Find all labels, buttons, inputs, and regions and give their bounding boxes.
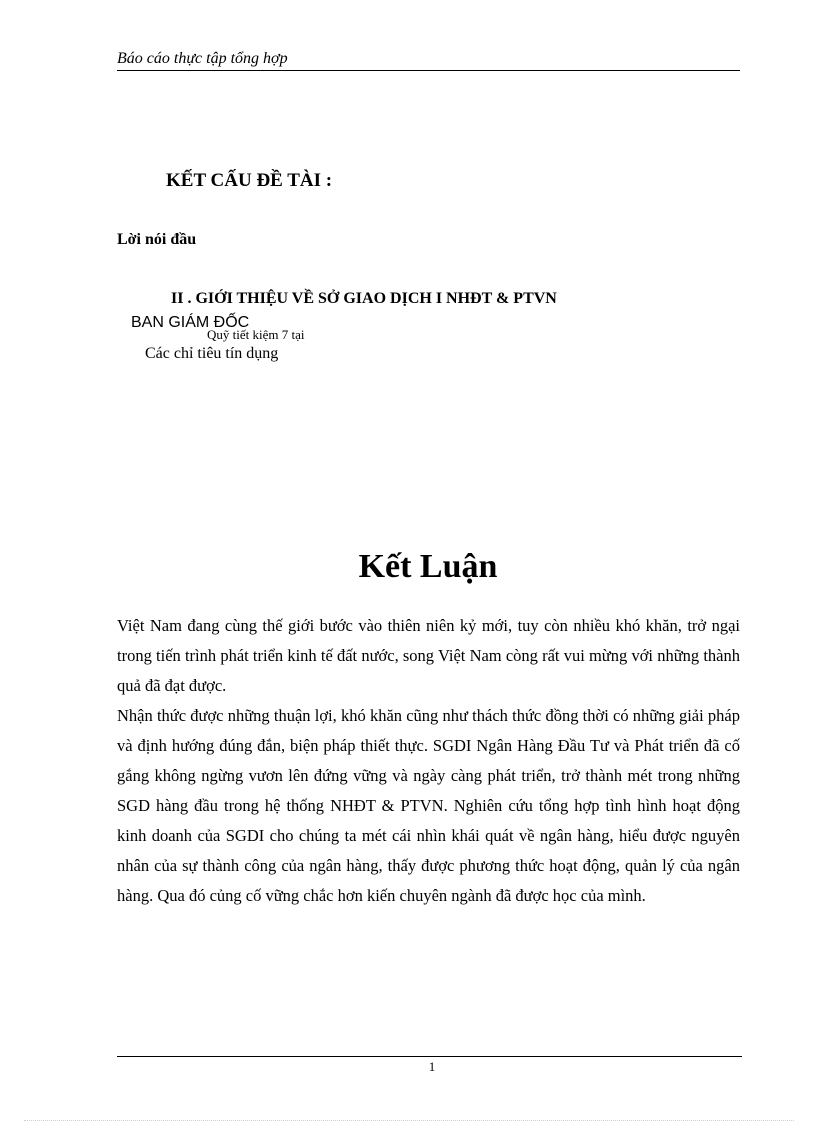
conclusion-paragraph-2: Nhận thức được những thuận lợi, khó khăn cũng như thách thức đồng thời có những giải pháp và định hướng đúng đắn, biện pháp thiết thực. SGDI Ngân Hàng Đầu Tư và Phát triển đã cố gắng không ngừng vươn lên đứng vững và ngày càng phát triển, trở thành mét trong những SGD hàng đầu trong hệ thống NHĐT & PTVN. Nghiên cứu tổng hợp tình hình hoạt động kinh doanh của SGDI cho chúng ta mét cái nhìn khái quát về ngân hàng, hiểu được nguyên nhân của sự thành công của ngân hàng, thấy được phương thức hoạt động, quản lý của ngân hàng. Qua đó củng cố vững chắc hơn kiến chuyên ngành đã được học của mình. bbox=[117, 706, 740, 905]
page-edge-divider bbox=[24, 1120, 794, 1121]
running-header: Báo cáo thực tập tổng hợp bbox=[117, 50, 288, 67]
footer-rule bbox=[117, 1056, 742, 1057]
preface-label: Lời nói đầu bbox=[117, 231, 197, 248]
conclusion-title: Kết Luận bbox=[358, 548, 498, 585]
conclusion-body bbox=[117, 611, 740, 911]
chapter-heading: II . GIỚI THIỆU VỀ SỞ GIAO DỊCH I NHĐT & PTVN bbox=[171, 290, 557, 307]
board-of-directors-label: BAN GIÁM ĐỐC bbox=[131, 314, 250, 331]
page-number: 1 bbox=[428, 1059, 436, 1074]
conclusion-paragraph-1: Việt Nam đang cùng thế giới bước vào thiên niên kỷ mới, tuy còn nhiều khó khăn, trở ngại trong tiến trình phát triển kinh tế đất nước, song Việt Nam còng rất vui mừng với những thành quả đã đạt được. bbox=[117, 616, 740, 695]
credit-indicators-label: Các chỉ tiêu tín dụng bbox=[145, 345, 279, 362]
header-rule bbox=[117, 70, 740, 71]
savings-fund-label: Quỹ tiết kiệm 7 tại bbox=[207, 327, 305, 342]
section-heading: KẾT CẤU ĐỀ TÀI : bbox=[166, 170, 333, 191]
